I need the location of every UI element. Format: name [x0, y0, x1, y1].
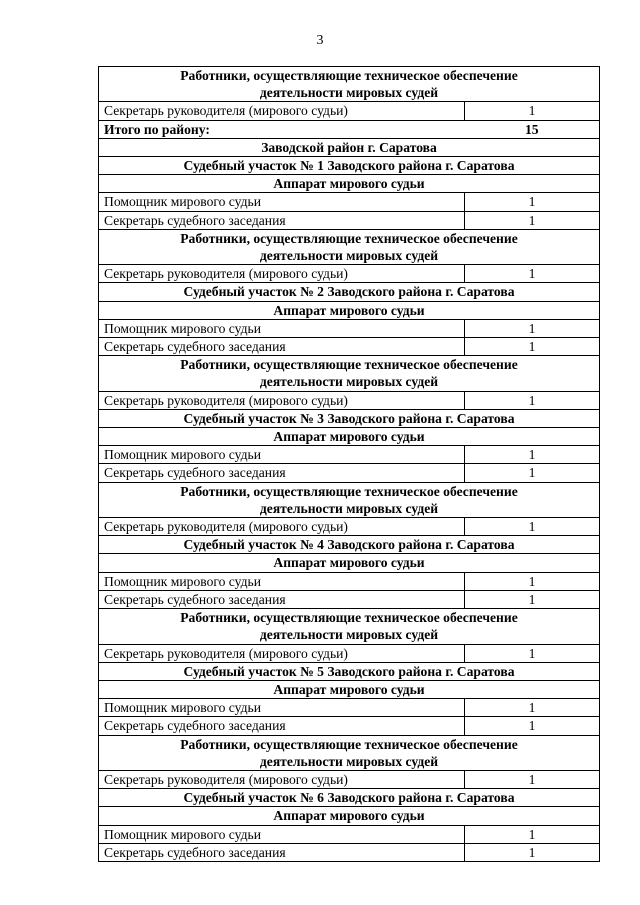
- position-row: [99, 699, 600, 717]
- section-header-row: [99, 662, 600, 680]
- section-header: [99, 662, 600, 680]
- position-row: [99, 717, 600, 735]
- position-count: 1: [465, 825, 600, 843]
- position-count: 1: [465, 644, 600, 662]
- position-name: Помощник мирового судьи: [99, 319, 465, 337]
- section-header-row: [99, 229, 600, 264]
- position-row: [99, 102, 600, 120]
- position-count: 1: [465, 319, 600, 337]
- section-header-line: деятельности мировых судей: [259, 374, 439, 390]
- section-header-row: [99, 735, 600, 770]
- section-header-line: Заводской район г. Саратова: [261, 139, 437, 155]
- section-header-row: [99, 428, 600, 446]
- section-header: [99, 229, 600, 264]
- position-name: Помощник мирового судьи: [99, 572, 465, 590]
- position-row: [99, 464, 600, 482]
- section-header: [99, 680, 600, 698]
- section-header: [99, 554, 600, 572]
- section-header-row: [99, 536, 600, 554]
- position-row: [99, 770, 600, 788]
- section-header: [99, 482, 600, 517]
- position-name: Секретарь руководителя (мирового судьи): [99, 644, 465, 662]
- section-header: [99, 609, 600, 644]
- position-count: 1: [465, 265, 600, 283]
- position-count: 1: [465, 518, 600, 536]
- section-header-line: Судебный участок № 1 Заводского района г. Саратова: [183, 158, 515, 174]
- position-count: 1: [465, 338, 600, 356]
- position-row: [99, 319, 600, 337]
- section-header-line: Аппарат мирового судьи: [273, 429, 425, 445]
- section-header-row: [99, 789, 600, 807]
- staffing-table-body: [99, 67, 600, 862]
- position-name: Секретарь руководителя (мирового судьи): [99, 391, 465, 409]
- section-header-line: Работники, осуществляющие техническое обеспечение: [180, 230, 518, 246]
- section-header: [99, 807, 600, 825]
- section-header: [99, 735, 600, 770]
- section-header-line: Аппарат мирового судьи: [273, 681, 425, 697]
- section-header-row: [99, 138, 600, 156]
- section-header-line: деятельности мировых судей: [259, 500, 439, 516]
- total-row: [99, 120, 600, 138]
- section-header-row: [99, 157, 600, 175]
- section-header: [99, 67, 600, 102]
- section-header-line: Аппарат мирового судьи: [273, 302, 425, 318]
- position-row: [99, 193, 600, 211]
- section-header: [99, 138, 600, 156]
- section-header-line: деятельности мировых судей: [259, 627, 439, 643]
- section-header-line: Аппарат мирового судьи: [273, 176, 425, 192]
- position-count: 1: [465, 102, 600, 120]
- position-name: Секретарь судебного заседания: [99, 464, 465, 482]
- position-count: 1: [465, 572, 600, 590]
- section-header-line: Аппарат мирового судьи: [273, 555, 425, 571]
- section-header: [99, 409, 600, 427]
- section-header: [99, 536, 600, 554]
- section-header-row: [99, 680, 600, 698]
- section-header: [99, 283, 600, 301]
- position-name: Секретарь судебного заседания: [99, 338, 465, 356]
- section-header-line: деятельности мировых судей: [259, 85, 439, 101]
- position-name: Секретарь судебного заседания: [99, 717, 465, 735]
- position-count: 1: [465, 717, 600, 735]
- position-name: Секретарь судебного заседания: [99, 211, 465, 229]
- section-header-row: [99, 301, 600, 319]
- section-header: [99, 356, 600, 391]
- position-row: [99, 446, 600, 464]
- position-row: [99, 338, 600, 356]
- section-header-row: [99, 356, 600, 391]
- section-header-line: деятельности мировых судей: [259, 753, 439, 769]
- position-row: [99, 518, 600, 536]
- position-count: 1: [465, 699, 600, 717]
- section-header-line: Судебный участок № 5 Заводского района г. Саратова: [183, 663, 515, 679]
- section-header-line: Работники, осуществляющие техническое обеспечение: [180, 357, 518, 373]
- total-label: Итого по району:: [99, 120, 465, 138]
- section-header-row: [99, 409, 600, 427]
- section-header: [99, 428, 600, 446]
- position-count: 1: [465, 193, 600, 211]
- position-name: Секретарь судебного заседания: [99, 843, 465, 861]
- section-header: [99, 175, 600, 193]
- section-header-line: Работники, осуществляющие техническое обеспечение: [180, 736, 518, 752]
- position-count: 1: [465, 391, 600, 409]
- section-header-line: Судебный участок № 4 Заводского района г. Саратова: [183, 537, 515, 553]
- position-name: Помощник мирового судьи: [99, 193, 465, 211]
- position-row: [99, 590, 600, 608]
- position-name: Секретарь руководителя (мирового судьи): [99, 102, 465, 120]
- section-header-line: Судебный участок № 6 Заводского района г. Саратова: [183, 790, 515, 806]
- position-count: 1: [465, 843, 600, 861]
- position-row: [99, 572, 600, 590]
- position-name: Помощник мирового судьи: [99, 446, 465, 464]
- section-header: [99, 157, 600, 175]
- staffing-table: [98, 66, 600, 862]
- position-name: Секретарь руководителя (мирового судьи): [99, 265, 465, 283]
- section-header: [99, 301, 600, 319]
- section-header-row: [99, 175, 600, 193]
- section-header-row: [99, 807, 600, 825]
- section-header-row: [99, 554, 600, 572]
- section-header-row: [99, 283, 600, 301]
- section-header-row: [99, 482, 600, 517]
- page-number: 3: [316, 33, 324, 48]
- position-count: 1: [465, 770, 600, 788]
- section-header-line: деятельности мировых судей: [259, 248, 439, 264]
- position-row: [99, 391, 600, 409]
- position-count: 1: [465, 211, 600, 229]
- position-name: Помощник мирового судьи: [99, 825, 465, 843]
- position-count: 1: [465, 464, 600, 482]
- position-name: Секретарь руководителя (мирового судьи): [99, 518, 465, 536]
- section-header-row: [99, 609, 600, 644]
- section-header-line: Работники, осуществляющие техническое обеспечение: [180, 610, 518, 626]
- position-name: Помощник мирового судьи: [99, 699, 465, 717]
- position-row: [99, 644, 600, 662]
- section-header: [99, 789, 600, 807]
- section-header-row: [99, 67, 600, 102]
- position-name: Секретарь руководителя (мирового судьи): [99, 770, 465, 788]
- total-count: 15: [465, 120, 600, 138]
- section-header-line: Аппарат мирового судьи: [273, 808, 425, 824]
- section-header-line: Работники, осуществляющие техническое обеспечение: [180, 68, 518, 83]
- position-count: 1: [465, 590, 600, 608]
- position-count: 1: [465, 446, 600, 464]
- position-row: [99, 825, 600, 843]
- section-header-line: Судебный участок № 2 Заводского района г. Саратова: [183, 284, 515, 300]
- section-header-line: Судебный участок № 3 Заводского района г. Саратова: [183, 410, 515, 426]
- position-row: [99, 843, 600, 861]
- position-row: [99, 211, 600, 229]
- position-row: [99, 265, 600, 283]
- position-name: Секретарь судебного заседания: [99, 590, 465, 608]
- section-header-line: Работники, осуществляющие техническое обеспечение: [180, 483, 518, 499]
